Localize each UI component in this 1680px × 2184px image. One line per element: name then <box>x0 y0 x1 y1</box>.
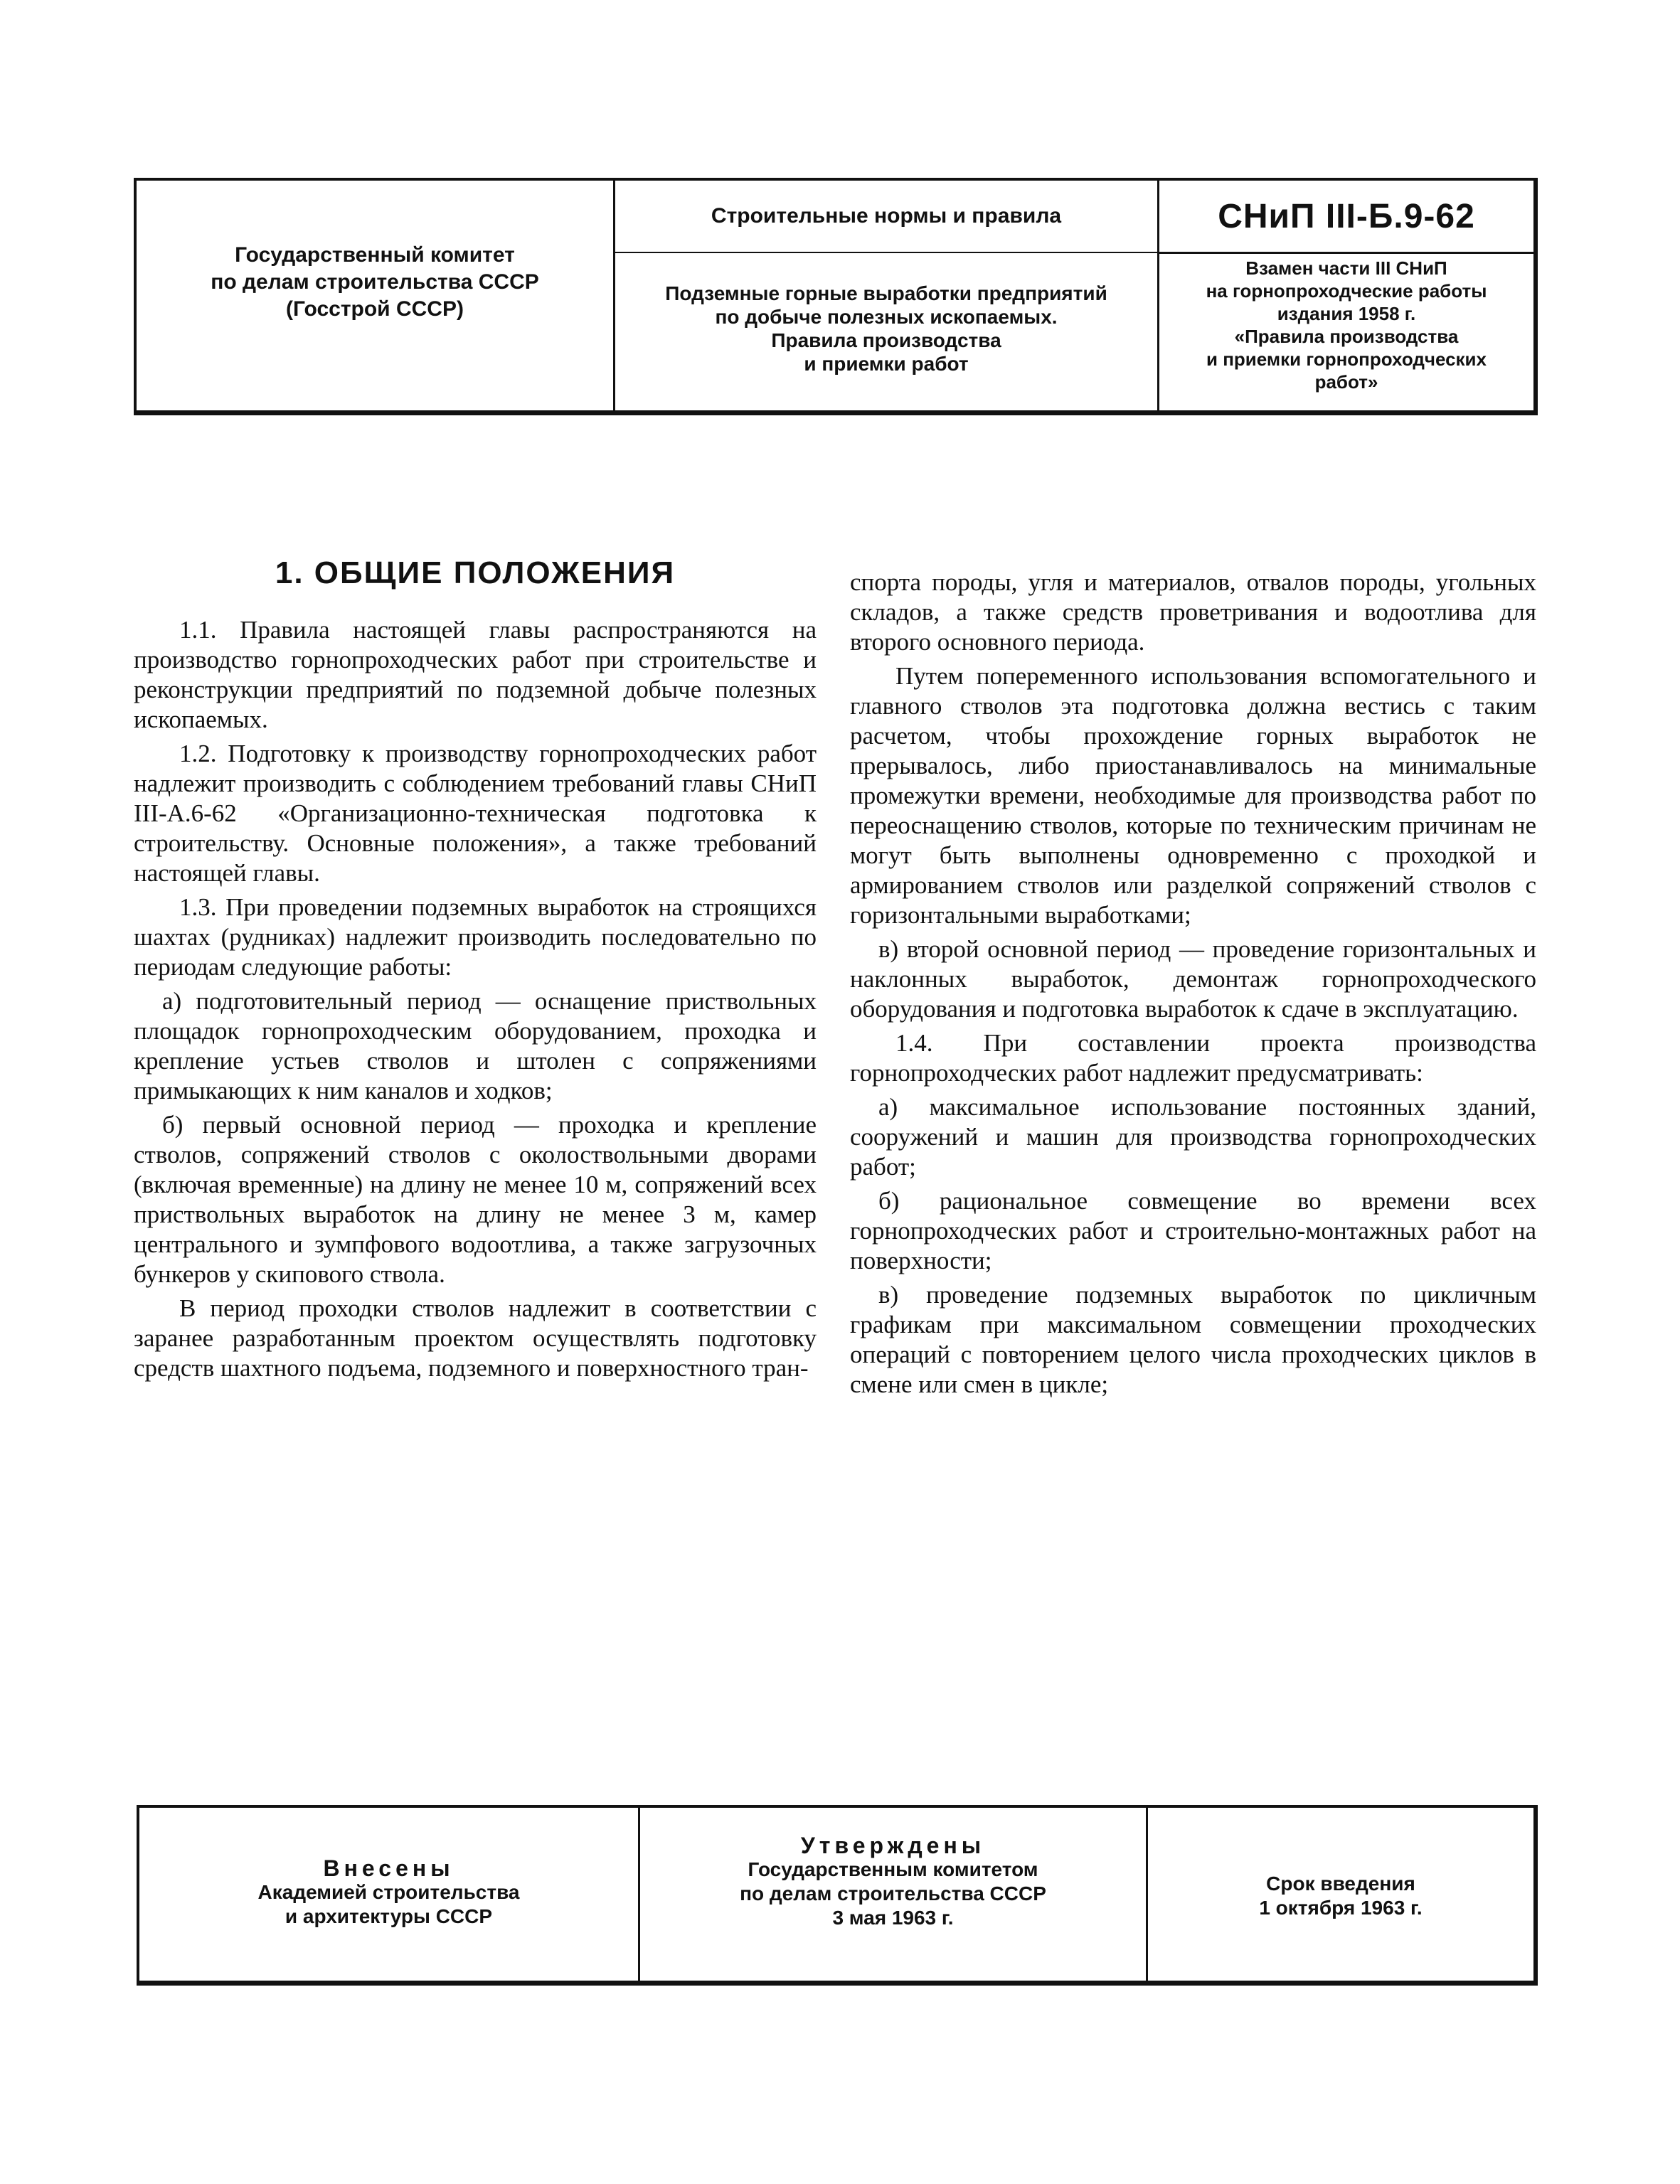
title-line: и приемки работ <box>804 353 969 375</box>
approved-line: по делам строительства СССР <box>740 1882 1046 1905</box>
paragraph: 1.4. При составлении проекта производства горнопроходческих работ надлежит предусматривать: <box>850 1029 1536 1087</box>
list-item: а) подготовительный период — оснащение приствольных площадок горнопроходческим оборудованием, проходка и крепление устьев стволов и штолен с сопряжениями примыкающих к ним каналов и ходков; <box>134 987 817 1104</box>
title-line: по добыче полезных ископаемых. <box>715 306 1058 328</box>
document-footer-table <box>137 1805 1538 1986</box>
document-code: СНиП III-Б.9-62 <box>1159 181 1533 254</box>
list-item: б) рациональное совмещение во времени всех горнопроходческих работ и строительно-монтажных работ на поверхности; <box>850 1187 1536 1274</box>
replaces-line: на горнопроходческие работы <box>1206 280 1487 302</box>
approved-by-cell <box>640 1808 1148 1981</box>
title-line: Правила производства <box>771 329 1001 351</box>
title-line: Подземные горные выработки предприятий <box>665 282 1107 304</box>
series-name: Строительные нормы и правила <box>615 181 1157 253</box>
approved-heading: Утверждены <box>800 1833 986 1858</box>
document-header-table <box>134 178 1538 415</box>
submitted-line: Академией строительства <box>257 1881 520 1903</box>
approved-line: 3 мая 1963 г. <box>832 1907 954 1929</box>
effective-date-cell <box>1148 1808 1533 1981</box>
paragraph: 1.3. При проведении подземных выработок на строящихся шахтах (рудниках) надлежит производить последовательно по периодам следующие работы: <box>134 893 817 981</box>
replaces-line: работ» <box>1314 371 1378 393</box>
replaces-note <box>1159 254 1533 393</box>
replaces-line: издания 1958 г. <box>1277 303 1416 324</box>
document-code-cell <box>1159 181 1533 410</box>
text-column-right <box>850 568 1536 1404</box>
effective-line: 1 октября 1963 г. <box>1259 1897 1423 1919</box>
agency-line: Государственный комитет <box>235 243 515 267</box>
replaces-line: и приемки горнопроходческих <box>1206 348 1487 370</box>
text-column-left <box>134 555 817 1387</box>
list-item: в) проведение подземных выработок по цикличным графикам при максимальном совмещении проходческих операций с повторением целого числа проходческих циклов в смене или смен в цикле; <box>850 1281 1536 1398</box>
document-title <box>615 253 1157 375</box>
submitted-by-cell <box>139 1808 640 1981</box>
list-item: а) максимальное использование постоянных зданий, сооружений и машин для производства горнопроходческих работ; <box>850 1093 1536 1181</box>
replaces-line: «Правила производства <box>1234 326 1459 347</box>
paragraph: 1.2. Подготовку к производству горнопроходческих работ надлежит производить с соблюдением требований главы СНиП III-А.6-62 «Организационно-техническая подготовка к строительству. Основные положения», а также требований настоящей главы. <box>134 740 817 887</box>
approved-line: Государственным комитетом <box>748 1858 1038 1880</box>
list-item: в) второй основной период — проведение горизонтальных и наклонных выработок, демонтаж горнопроходческого оборудования и подготовка выработок к сдаче в эксплуатацию. <box>850 935 1536 1023</box>
effective-line: Срок введения <box>1266 1873 1415 1895</box>
list-item: б) первый основной период — проходка и крепление стволов, сопряжений стволов с околоствольными дворами (включая временные) на длину не менее 10 м, сопряжений всех приствольных выработок на длину не менее 3 м, камер центрального и зумпфового водоотлива, а также загрузочных бункеров у скипового ствола. <box>134 1111 817 1288</box>
submitted-heading: Внесены <box>323 1855 454 1881</box>
paragraph: спорта породы, угля и материалов, отвалов породы, угольных складов, а также средств проветривания и водоотлива для второго основного периода. <box>850 568 1536 656</box>
agency-line: (Госстрой СССР) <box>286 297 464 321</box>
document-title-cell <box>615 181 1159 410</box>
issuing-agency-cell <box>137 181 615 410</box>
submitted-line: и архитектуры СССР <box>285 1905 493 1927</box>
paragraph: В период проходки стволов надлежит в соответствии с заранее разработанным проектом осуществлять подготовку средств шахтного подъема, подземного и поверхностного тран- <box>134 1294 817 1382</box>
paragraph: 1.1. Правила настоящей главы распространяются на производство горнопроходческих работ при строительстве и реконструкции предприятий по подземной добыче полезных ископаемых. <box>134 616 817 733</box>
paragraph: Путем попеременного использования вспомогательного и главного стволов эта подготовка должна вестись с таким расчетом, чтобы прохождение горных выработок не прерывалось, либо приостанавливалось на минимальные промежутки времени, необходимые для производства работ по переоснащению стволов, которые по техническим причинам не могут быть выполнены одновременно с проходкой и армированием стволов или разделкой сопряжений стволов с горизонтальными выработками; <box>850 662 1536 929</box>
section-title: 1. ОБЩИЕ ПОЛОЖЕНИЯ <box>275 555 676 590</box>
agency-line: по делам строительства СССР <box>211 270 539 294</box>
replaces-line: Взамен части III СНиП <box>1245 257 1447 279</box>
